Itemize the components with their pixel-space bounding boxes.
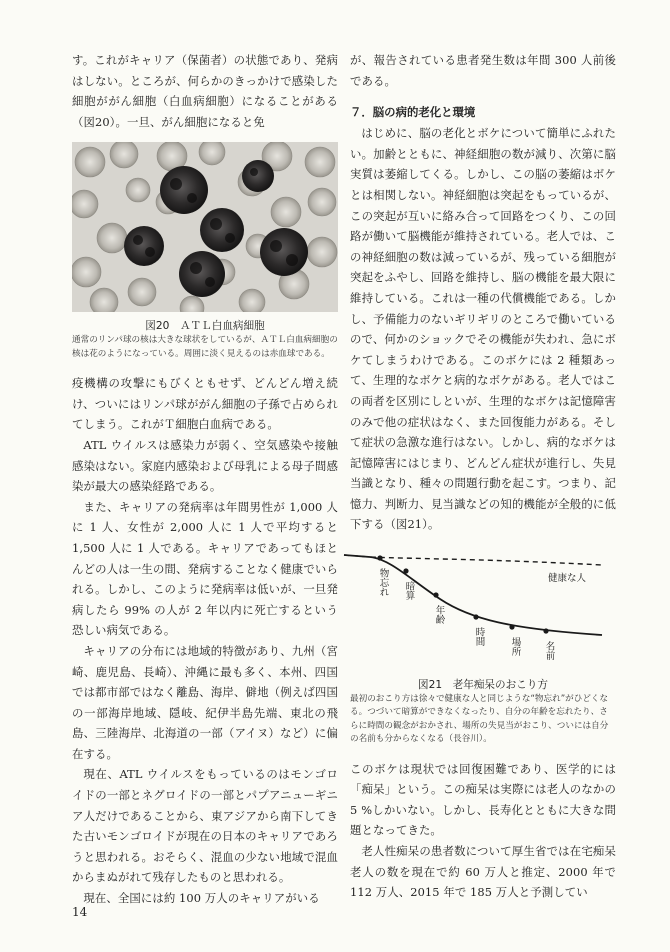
paragraph: 老人性痴呆の患者数について厚生省では在宅痴呆老人の数を現在で約 60 万人と推定、2000 年で 112 万人、2015 年で 185 万人と予測してい bbox=[350, 844, 616, 900]
healthy-person-label: 健康な人 bbox=[548, 573, 587, 585]
figure-20-caption: 通常のリンパ球の核は大きな球状をしているが、ＡＴＬ白血病細胞の核は花のようになっている。周囲に淡く見えるのは赤血球である。 bbox=[72, 335, 338, 359]
stage-marker bbox=[433, 592, 438, 597]
stage-label: 年齢 bbox=[433, 605, 445, 625]
paragraph: 現在、ATL ウイルスをもっているのはモンゴロイドの一部とネグロイドの一部とパプアニューギニア人だけであることから、東アジアから南下してきた古いモンゴロイドが現在の日本のキャリアであろうと思われる。おそらく、混血の少ない地域で混血からまぬがれて残存したものと思われる。 bbox=[72, 767, 338, 885]
stage-marker bbox=[377, 555, 382, 560]
stage-marker bbox=[543, 628, 548, 633]
paragraph: はじめに、脳の老化とボケについて簡単にふれたい。加齢とともに、神経細胞の数が減り、次第に脳実質は萎縮してくる。しかし、この脳の萎縮はボケとは相関しない。神経細胞は突起をもっているが、この突起が互いに絡み合って回路をつくり、この回路が働いて脳機能が維持されている。老人では、この神経細胞の数は減っているが、残っている細胞が突起をふやし、回路を維持し、脳の機能を最大限に維持している。これは一種の代償機能である。しかし、予備能力のないギリギリのところで働いているので、何かのショックでその機能が失われ、急にボケてしまうわけである。このボケには 2 種類あって、生理的なボケと病的なボケがある。老人ではこの両者を区別にしといが、生理的なボケは記憶障害のみで他の症状はなく、また回復能力がある。そして症状の急激な進行はない。しかし、病的なボケは記憶障害にはじまり、どんどん症状が進行し、失見当識となり、種々の問題行動を起こす。つまり、記憶力、判断力、見当識などの知的機能が全般的に低下する（図21）。 bbox=[350, 126, 616, 532]
stage-label: 物忘れ bbox=[377, 568, 389, 597]
stage-marker bbox=[509, 624, 514, 629]
figure-20-title: 図20 ＡＴＬ白血病細胞 bbox=[145, 320, 265, 333]
stage-label: 名前 bbox=[543, 641, 555, 661]
figure-21-caption: 最初のおこり方は徐々で健康な人と同じような“物忘れ”がひどくなる。つづいて暗算ができなくなったり、自分の年齢を忘れたり、さらに時間の観念がおかされ、場所の失見当がおこり、ついには自分の名前も分からなくなる（長谷川）。 bbox=[350, 694, 609, 745]
dementia-onset-chart bbox=[340, 549, 606, 675]
stage-annotations bbox=[377, 555, 555, 660]
stage-marker bbox=[403, 568, 408, 573]
paragraph: このボケは現状では回復困難であり、医学的には「痴呆」という。この痴呆は実際には老人のなかの 5 %しかいない。しかし、長寿化とともに大きな問題となってきた。 bbox=[350, 761, 616, 838]
figure-20-micrograph bbox=[72, 142, 338, 312]
paragraph: 疫機構の攻撃にもびくともせず、どんどん増え続け、ついにはリンパ球ががん細胞の子孫で占められてしまう。これがＴ細胞白血病である。 bbox=[72, 376, 338, 432]
stage-marker bbox=[473, 614, 478, 619]
paragraph: が、報告されている患者発生数は年間 300 人前後である。 bbox=[350, 53, 616, 88]
paragraph: す。これがキャリア（保菌者）の状態であり、発病はしない。ところが、何らかのきっかけで感染した細胞ががん細胞（白血病細胞）になることがある（図20）。一旦、がん細胞になると免 bbox=[72, 53, 338, 129]
right-column bbox=[350, 50, 616, 903]
paragraph: また、キャリアの発病率は年間男性が 1,000 人に 1 人、女性が 2,000 人に 1 人で平均すると 1,500 人に 1 人である。キャリアであってもほとんどの人は一生の間、発病することなく健康でいられる。しかし、このように発病率は低いが、一旦発病したら 99% の人が 2 年以内に死亡するという恐しい病気である。 bbox=[72, 499, 338, 638]
section-heading: ７．脳の病的老化と環境 bbox=[350, 105, 476, 120]
stage-label: 暗算 bbox=[403, 581, 415, 601]
paragraph: 現在、全国には約 100 万人のキャリアがいる bbox=[83, 891, 320, 906]
page-number: 14 bbox=[72, 905, 88, 919]
stage-label: 場所 bbox=[509, 637, 521, 657]
figure-21-title: 図21 老年痴呆のおこり方 bbox=[417, 679, 548, 692]
paragraph: キャリアの分布には地域的特徴があり、九州（宮崎、鹿児島、長崎）、沖縄に最も多く、本州、四国では都市部ではなく離島、海岸、僻地（例えば四国の一部海岸地域、隠岐、紀伊半島先端、東北の飛島、三陸海岸、北海道の一部（アイヌ）など）に偏在する。 bbox=[72, 643, 338, 761]
stage-label: 時間 bbox=[473, 627, 485, 647]
left-column bbox=[72, 50, 338, 909]
figure-21-chart bbox=[340, 549, 606, 675]
leukemia-cells-image bbox=[72, 142, 338, 312]
paragraph: ATL ウイルスは感染力が弱く、空気感染や接触感染はない。家庭内感染および母乳による母子間感染が最大の感染経路である。 bbox=[72, 437, 338, 494]
